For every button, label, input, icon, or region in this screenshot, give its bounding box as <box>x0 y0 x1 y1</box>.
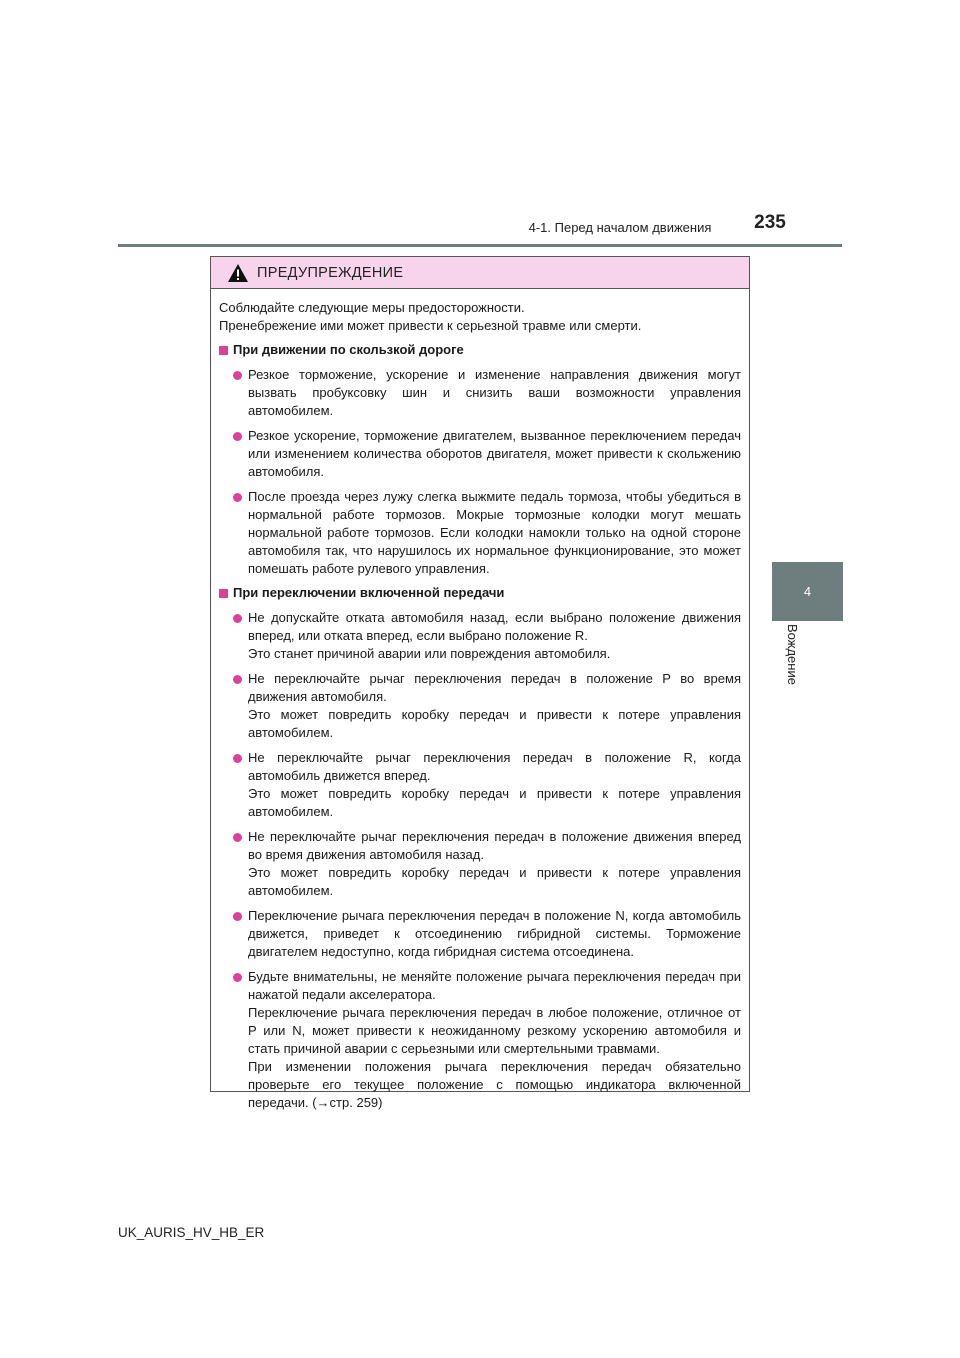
bullet-paragraph: Будьте внимательны, не меняйте положение рычага переключения передач при нажатой педали акселератора. <box>248 969 741 1002</box>
bullet-item <box>219 488 741 578</box>
warning-box <box>210 256 750 1110</box>
bullet-paragraph: Это может повредить коробку передач и привести к потере управления автомобилем. <box>248 707 741 740</box>
bullet-item <box>219 366 741 420</box>
bullet-list <box>219 366 741 578</box>
bullet-item <box>219 609 741 663</box>
bullet-paragraph: Не переключайте рычаг переключения передач в положение движения вперед во время движения автомобиля назад. <box>248 829 741 862</box>
bullet-paragraph: Это станет причиной аварии или повреждения автомобиля. <box>248 646 611 661</box>
bullet-paragraph: Переключение рычага переключения передач в любое положение, отличное от P или N, может привести к неожиданному резкому ускорению автомобиля и стать причиной аварии с серьезными или смертельными травмами. <box>248 1005 741 1056</box>
bullet-dot-icon <box>233 754 242 763</box>
section-heading <box>219 341 741 359</box>
bullet-paragraph: Переключение рычага переключения передач в положение N, когда автомобиль движется, приведет к отсоединению гибридной системы. Торможение двигателем недоступно, когда гибридная система отсоединена. <box>248 908 741 959</box>
bullet-text <box>248 828 741 900</box>
bullet-dot-icon <box>233 493 242 502</box>
bullet-paragraph: Это может повредить коробку передач и привести к потере управления автомобилем. <box>248 865 741 898</box>
section-heading <box>219 584 741 602</box>
header-divider <box>118 244 842 247</box>
bullet-item <box>219 670 741 742</box>
bullet-paragraph: Резкое ускорение, торможение двигателем, вызванное переключением передач или изменением количества оборотов двигателя, может привести к скольжению автомобиля. <box>248 428 741 479</box>
bullet-text <box>248 907 741 961</box>
warning-triangle-icon <box>227 263 249 283</box>
warning-header <box>211 257 749 289</box>
bullet-dot-icon <box>233 833 242 842</box>
chapter-tab: 4 <box>772 562 843 621</box>
bullet-text <box>248 488 741 578</box>
bullet-dot-icon <box>233 432 242 441</box>
bullet-text <box>248 749 741 821</box>
warning-body <box>211 289 749 1112</box>
square-bullet-icon <box>219 346 228 355</box>
bullet-dot-icon <box>233 675 242 684</box>
bullet-text <box>248 670 741 742</box>
page-number: 235 <box>754 212 786 233</box>
bullet-list <box>219 609 741 1112</box>
intro-line: Пренебрежение ими может привести к серьезной травме или смерти. <box>219 318 642 333</box>
bullet-paragraph: Не переключайте рычаг переключения передач в положение P во время движения автомобиля. <box>248 671 741 704</box>
intro-line: Соблюдайте следующие меры предосторожности. <box>219 300 525 315</box>
bullet-dot-icon <box>233 912 242 921</box>
warning-sections <box>219 341 741 1112</box>
bullet-text <box>248 427 741 481</box>
bullet-item <box>219 749 741 821</box>
document-code: UK_AURIS_HV_HB_ER <box>118 1225 265 1240</box>
section-title: 4-1. Перед началом движения <box>528 220 712 235</box>
bullet-item <box>219 907 741 961</box>
bullet-paragraph: После проезда через лужу слегка выжмите педаль тормоза, чтобы убедиться в нормальной работе тормозов. Мокрые тормозные колодки могут мешать нормальной работе тормозов. Если колодки намокли только на одной стороне автомобиля так, что нарушилось их нормальное функционирование, это может помешать работе рулевого управления. <box>248 489 741 576</box>
bullet-item <box>219 828 741 900</box>
bullet-dot-icon <box>233 371 242 380</box>
section-title: При переключении включенной передачи <box>233 585 505 600</box>
warning-title: ПРЕДУПРЕЖДЕНИЕ <box>257 264 404 281</box>
bullet-paragraph: Резкое торможение, ускорение и изменение направления движения могут вызвать пробуксовку шин и снизить ваши возможности управления автомобилем. <box>248 367 741 418</box>
bullet-paragraph: При изменении положения рычага переключения передач обязательно проверьте его текущее положение с помощью индикатора включенной передачи. (→стр. 259) <box>248 1059 741 1110</box>
bullet-dot-icon <box>233 614 242 623</box>
bullet-text <box>248 968 741 1112</box>
bullet-paragraph: Это может повредить коробку передач и привести к потере управления автомобилем. <box>248 786 741 819</box>
bullet-text <box>248 366 741 420</box>
bullet-item <box>219 427 741 481</box>
bullet-paragraph: Не допускайте отката автомобиля назад, если выбрано положение движения вперед, или отката вперед, если выбрано положение R. <box>248 610 741 643</box>
bullet-text <box>248 609 741 663</box>
bullet-dot-icon <box>233 973 242 982</box>
square-bullet-icon <box>219 589 228 598</box>
bullet-item <box>219 968 741 1112</box>
bullet-paragraph: Не переключайте рычаг переключения передач в положение R, когда автомобиль движется вперед. <box>248 750 741 783</box>
chapter-title: Вождение <box>785 624 800 685</box>
section-title: При движении по скользкой дороге <box>233 342 464 357</box>
